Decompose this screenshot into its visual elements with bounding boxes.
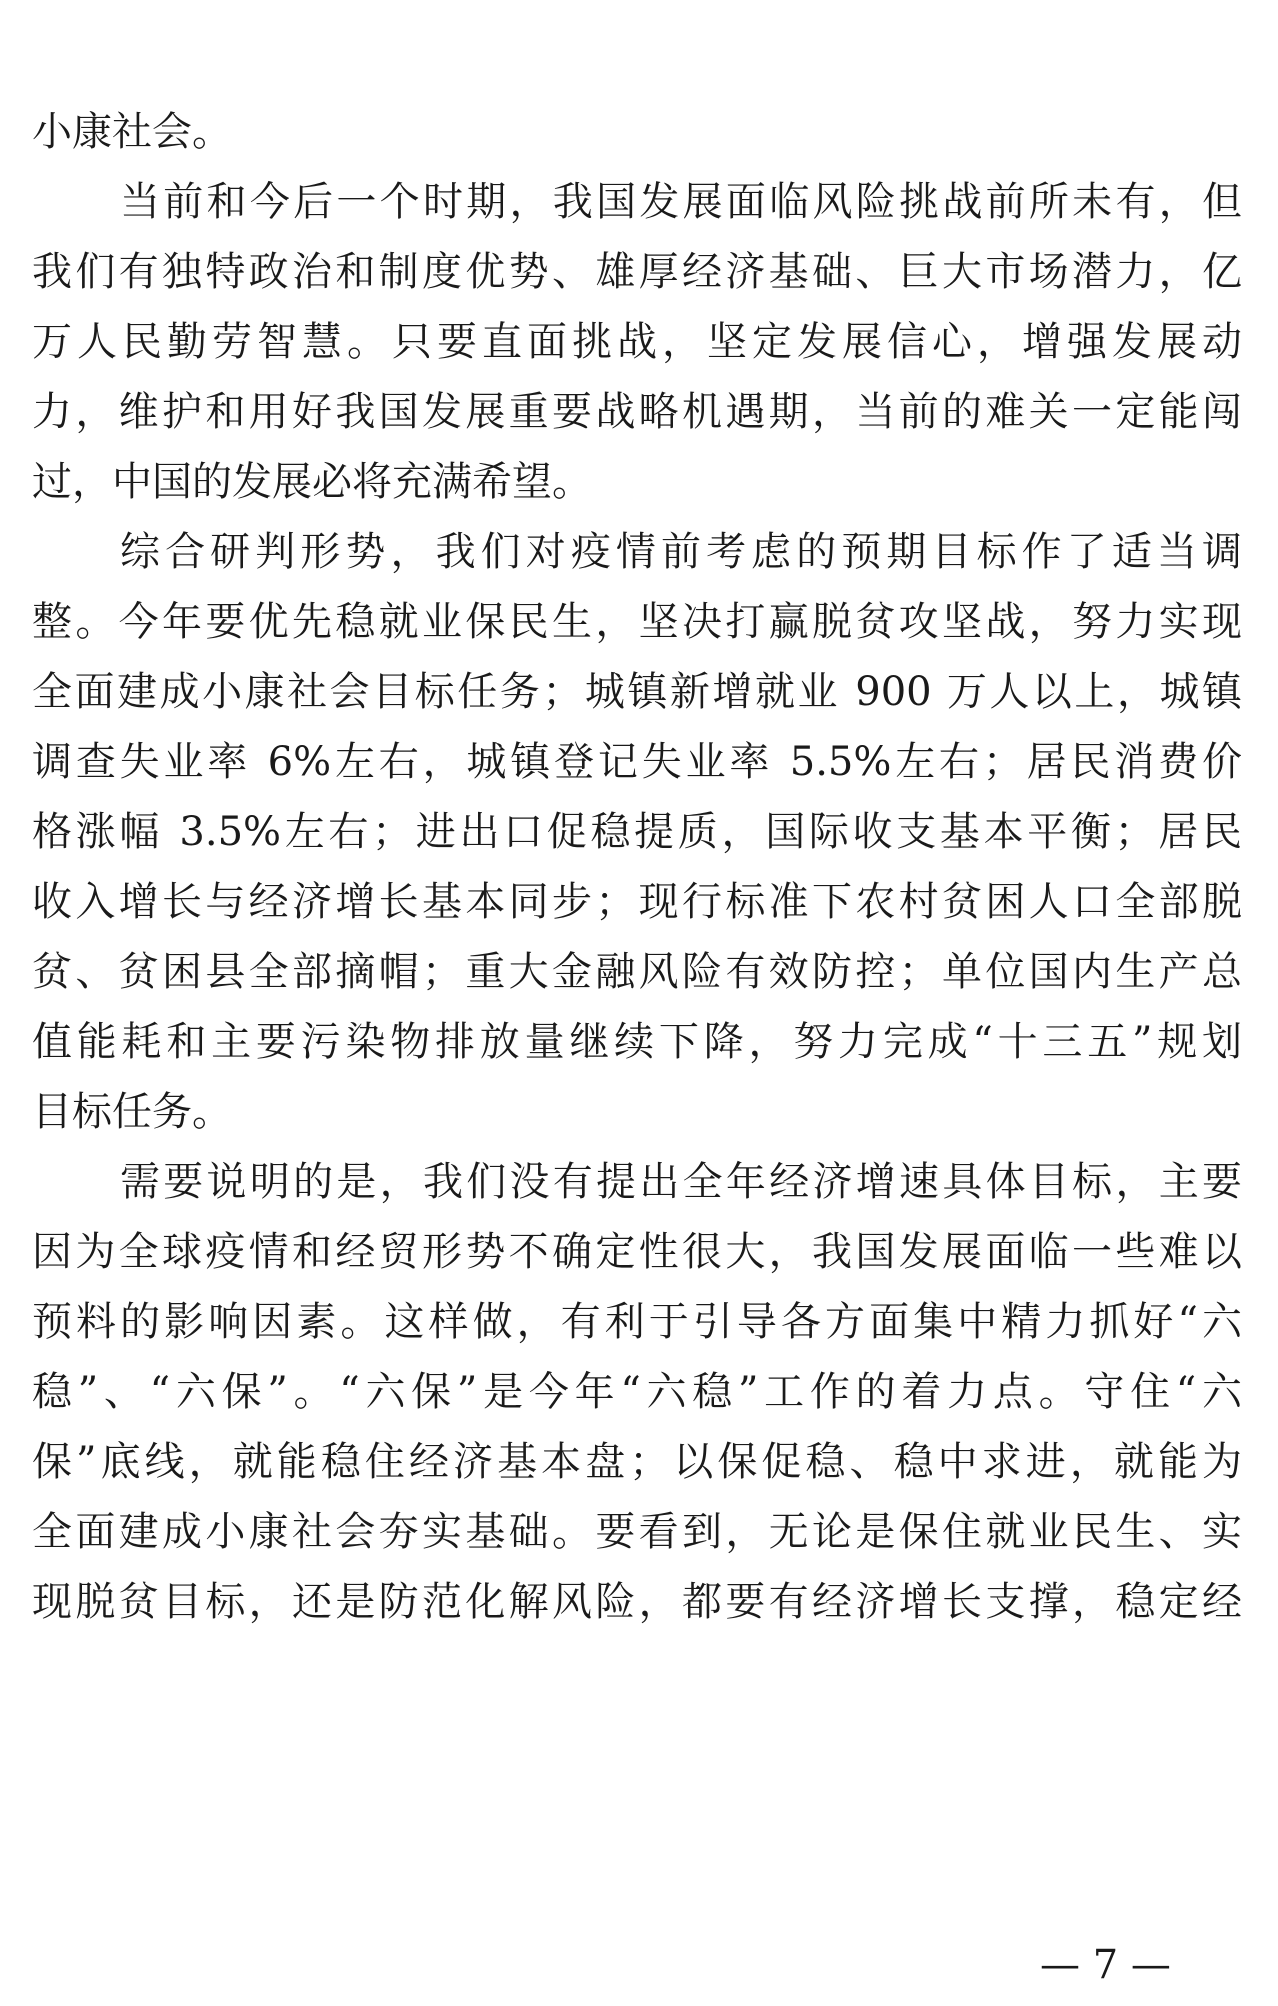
text-line-13: 贫、贫困县全部摘帽；重大金融风险有效防控；单位国内生产总 [32, 949, 1242, 995]
text-line-7: 综合研判形势，我们对疫情前考虑的预期目标作了适当调 [120, 529, 1242, 575]
text-line-5: 力，维护和用好我国发展重要战略机遇期，当前的难关一定能闯 [32, 389, 1242, 435]
text-line-19: 稳”、“六保”。“六保”是今年“六稳”工作的着力点。守住“六 [32, 1369, 1242, 1415]
text-line-20: 保”底线，就能稳住经济基本盘；以保促稳、稳中求进，就能为 [32, 1439, 1242, 1485]
text-line-21: 全面建成小康社会夯实基础。要看到，无论是保住就业民生、实 [32, 1509, 1242, 1555]
page-number: — 7 — [1040, 1942, 1171, 1988]
text-line-18: 预料的影响因素。这样做，有利于引导各方面集中精力抓好“六 [32, 1299, 1242, 1345]
text-line-11: 格涨幅 3.5%左右；进出口促稳提质，国际收支基本平衡；居民 [32, 809, 1242, 855]
text-line-16: 需要说明的是，我们没有提出全年经济增速具体目标，主要 [120, 1159, 1242, 1205]
text-line-15: 目标任务。 [32, 1089, 232, 1135]
text-line-8: 整。今年要优先稳就业保民生，坚决打赢脱贫攻坚战，努力实现 [32, 599, 1242, 645]
text-line-9: 全面建成小康社会目标任务；城镇新增就业 900 万人以上，城镇 [32, 669, 1242, 715]
text-line-4: 万人民勤劳智慧。只要直面挑战，坚定发展信心，增强发展动 [32, 319, 1242, 365]
text-line-17: 因为全球疫情和经贸形势不确定性很大，我国发展面临一些难以 [32, 1229, 1242, 1275]
text-line-22: 现脱贫目标，还是防范化解风险，都要有经济增长支撑，稳定经 [32, 1579, 1242, 1625]
text-line-3: 我们有独特政治和制度优势、雄厚经济基础、巨大市场潜力，亿 [32, 249, 1242, 295]
text-line-6: 过，中国的发展必将充满希望。 [32, 459, 592, 505]
text-line-1: 小康社会。 [32, 109, 232, 155]
text-line-12: 收入增长与经济增长基本同步；现行标准下农村贫困人口全部脱 [32, 879, 1242, 925]
text-line-14: 值能耗和主要污染物排放量继续下降，努力完成“十三五”规划 [32, 1019, 1242, 1065]
text-line-10: 调查失业率 6%左右，城镇登记失业率 5.5%左右；居民消费价 [32, 739, 1242, 785]
text-line-2: 当前和今后一个时期，我国发展面临风险挑战前所未有，但 [120, 179, 1242, 225]
